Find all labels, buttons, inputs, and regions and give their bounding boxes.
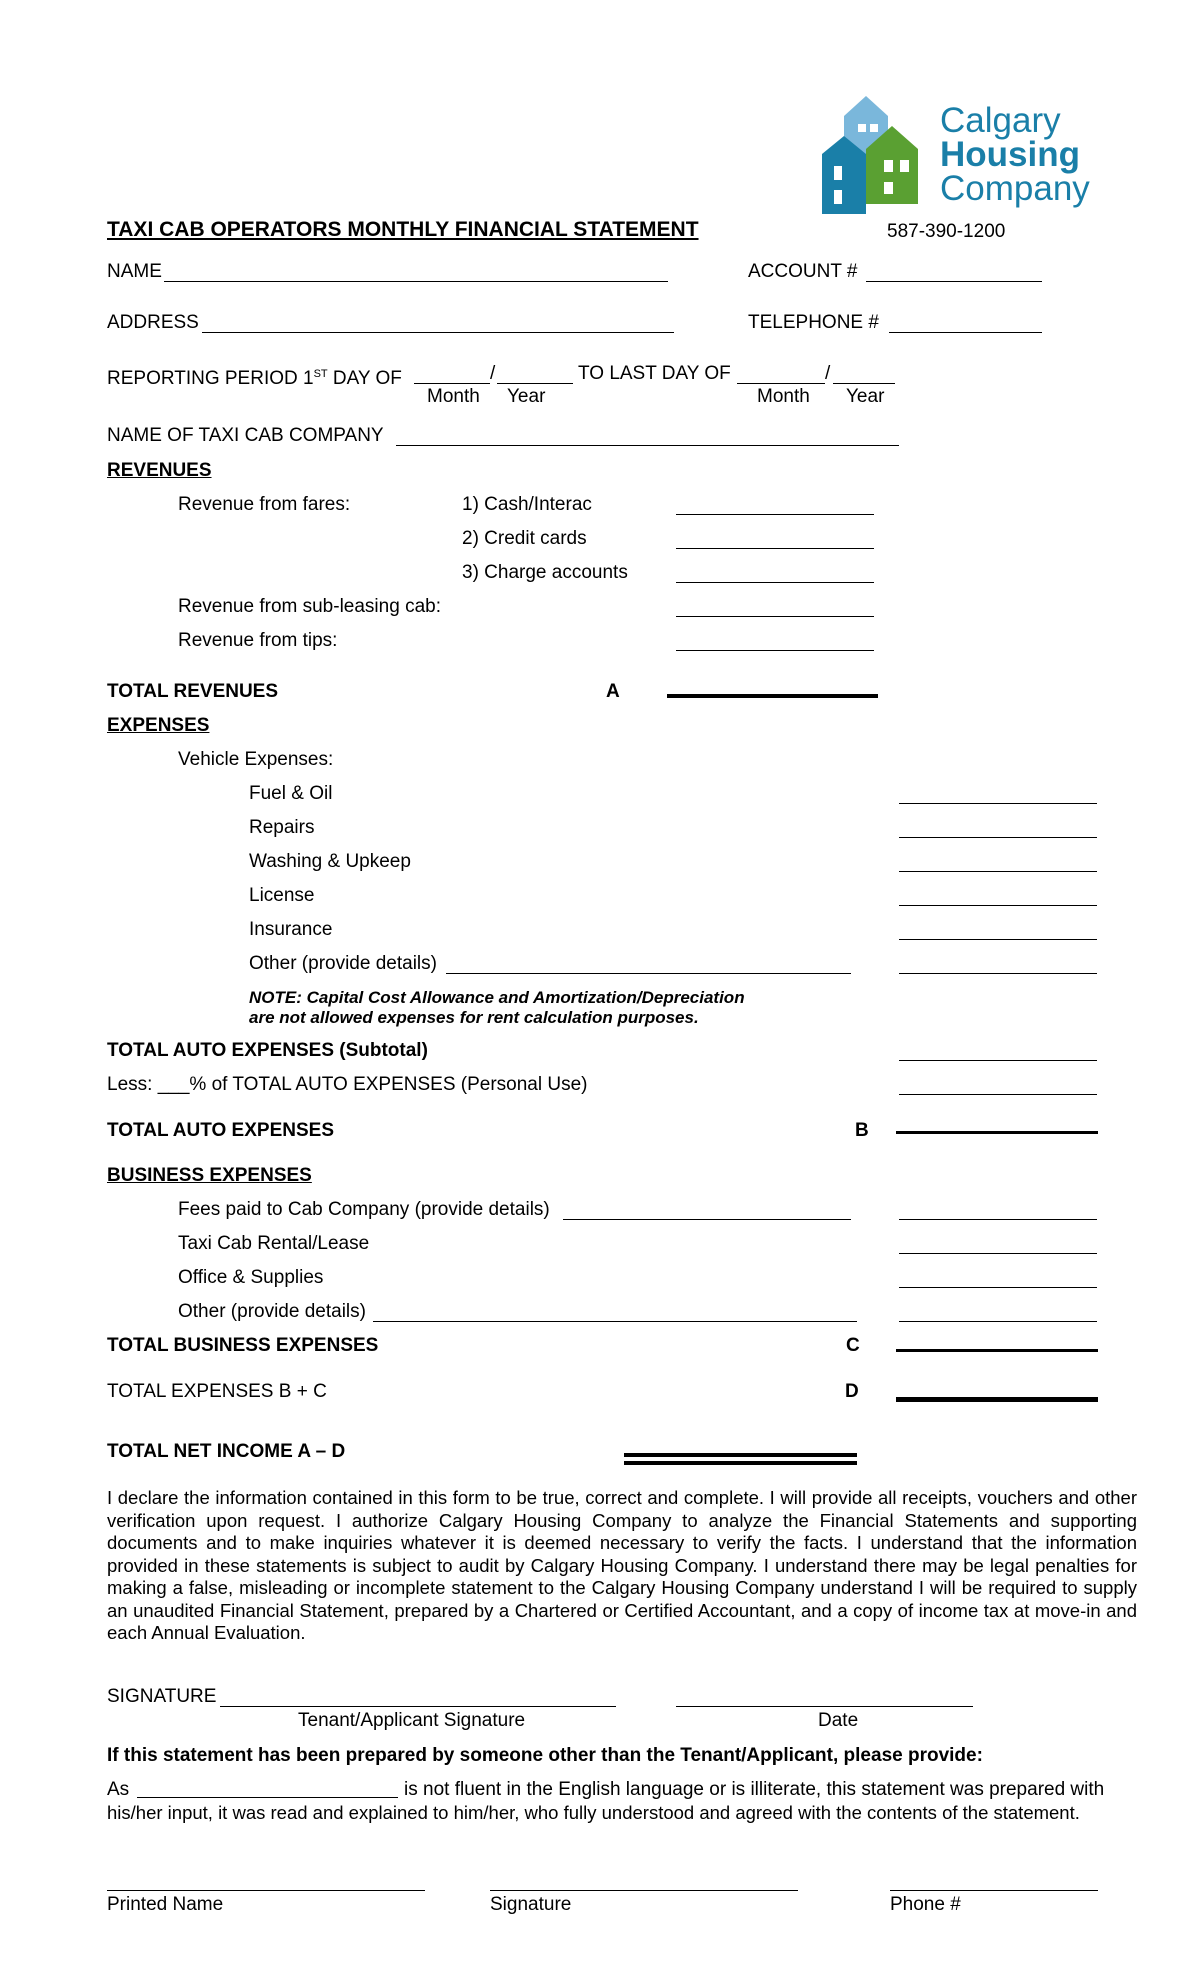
fees-details-line[interactable]	[563, 1219, 851, 1220]
washing-input-line[interactable]	[899, 871, 1097, 872]
total-revenues-letter: A	[606, 681, 620, 702]
start-year-line[interactable]	[497, 383, 573, 384]
address-input-line[interactable]	[202, 332, 674, 333]
address-label: ADDRESS	[107, 312, 199, 333]
prepared-text-rest: his/her input, it was read and explained to him/her, who fully understood and agreed with the contents of the statement.	[107, 1802, 1080, 1823]
preparer-phone-line[interactable]	[890, 1890, 1098, 1891]
net-income-line-top[interactable]	[624, 1453, 857, 1457]
total-revenues-label: TOTAL REVENUES	[107, 681, 279, 702]
vehicle-other-input-line[interactable]	[899, 973, 1097, 974]
end-year-caption: Year	[846, 386, 885, 407]
logo-text-housing: Housing	[940, 135, 1080, 174]
credit-input-line[interactable]	[676, 548, 874, 549]
printed-name-caption: Printed Name	[107, 1894, 224, 1915]
business-other-label: Other (provide details)	[178, 1301, 366, 1322]
revenue-tips-label: Revenue from tips:	[178, 630, 338, 651]
revenue-subleasing-label: Revenue from sub-leasing cab:	[178, 596, 441, 617]
cca-note-line2: are not allowed expenses for rent calculation purposes.	[249, 1008, 699, 1027]
net-income-label: TOTAL NET INCOME A – D	[107, 1441, 346, 1462]
expenses-heading: EXPENSES	[107, 715, 210, 736]
tenant-signature-line[interactable]	[220, 1706, 616, 1707]
signature-label: SIGNATURE	[107, 1686, 217, 1707]
insurance-label: Insurance	[249, 919, 333, 940]
office-supplies-input-line[interactable]	[899, 1287, 1097, 1288]
net-income-line-bottom	[624, 1461, 857, 1465]
prepared-by-heading: If this statement has been prepared by someone other than the Tenant/Applicant, please provide:	[107, 1745, 983, 1766]
auto-subtotal-input-line[interactable]	[899, 1060, 1097, 1061]
name-label: NAME	[107, 261, 162, 282]
telephone-label: TELEPHONE #	[748, 312, 879, 333]
office-supplies-label: Office & Supplies	[178, 1267, 324, 1288]
insurance-input-line[interactable]	[899, 939, 1097, 940]
fares-charge: 3) Charge accounts	[462, 562, 628, 583]
date-line[interactable]	[676, 1706, 973, 1707]
total-auto-letter: B	[855, 1120, 869, 1141]
start-month-caption: Month	[427, 386, 480, 407]
end-year-line[interactable]	[833, 383, 895, 384]
total-business-label: TOTAL BUSINESS EXPENSES	[107, 1335, 379, 1356]
business-expenses-heading: BUSINESS EXPENSES	[107, 1165, 312, 1186]
end-slash: /	[825, 363, 831, 384]
business-other-input-line[interactable]	[899, 1321, 1097, 1322]
total-auto-label: TOTAL AUTO EXPENSES	[107, 1120, 334, 1141]
revenues-heading: REVENUES	[107, 460, 212, 481]
fees-cab-company-label: Fees paid to Cab Company (provide details)	[178, 1199, 550, 1220]
company-phone: 587-390-1200	[887, 221, 1006, 242]
start-month-line[interactable]	[414, 383, 490, 384]
vehicle-other-details-line[interactable]	[446, 973, 851, 974]
rental-lease-input-line[interactable]	[899, 1253, 1097, 1254]
total-business-letter: C	[846, 1335, 860, 1356]
repairs-label: Repairs	[249, 817, 315, 838]
fuel-oil-label: Fuel & Oil	[249, 783, 333, 804]
preparer-signature-caption: Signature	[490, 1894, 572, 1915]
total-expenses-letter: D	[845, 1381, 859, 1402]
total-expenses-label: TOTAL EXPENSES B + C	[107, 1381, 327, 1402]
cash-input-line[interactable]	[676, 514, 874, 515]
calgary-housing-logo	[822, 94, 932, 216]
prepared-text-line1: is not fluent in the English language or is illiterate, this statement was prepared with	[404, 1779, 1105, 1800]
logo-text-company: Company	[940, 169, 1090, 208]
form-title: TAXI CAB OPERATORS MONTHLY FINANCIAL STATEMENT	[107, 218, 699, 241]
end-month-caption: Month	[757, 386, 810, 407]
license-label: License	[249, 885, 315, 906]
total-auto-line[interactable]	[896, 1131, 1098, 1134]
repairs-input-line[interactable]	[899, 837, 1097, 838]
as-name-line[interactable]	[137, 1797, 398, 1798]
date-caption: Date	[818, 1710, 859, 1731]
personal-use-label: Less: ___% of TOTAL AUTO EXPENSES (Personal Use)	[107, 1074, 588, 1095]
as-label: As	[107, 1779, 130, 1800]
preparer-signature-line[interactable]	[490, 1890, 798, 1891]
start-slash: /	[490, 363, 496, 384]
account-label: ACCOUNT #	[748, 261, 858, 282]
name-input-line[interactable]	[164, 281, 668, 282]
subleasing-input-line[interactable]	[676, 616, 874, 617]
start-year-caption: Year	[507, 386, 546, 407]
company-input-line[interactable]	[396, 445, 899, 446]
fares-credit: 2) Credit cards	[462, 528, 587, 549]
printed-name-line[interactable]	[107, 1890, 425, 1891]
vehicle-expenses-label: Vehicle Expenses:	[178, 749, 334, 770]
preparer-phone-caption: Phone #	[890, 1894, 961, 1915]
business-other-details-line[interactable]	[373, 1321, 857, 1322]
logo-text-calgary: Calgary	[940, 101, 1061, 140]
reporting-period-label: REPORTING PERIOD 1ST DAY OF	[107, 368, 402, 389]
fuel-oil-input-line[interactable]	[899, 803, 1097, 804]
total-business-line[interactable]	[896, 1349, 1098, 1352]
to-last-day-label: TO LAST DAY OF	[578, 363, 731, 384]
company-label: NAME OF TAXI CAB COMPANY	[107, 425, 384, 446]
total-expenses-line[interactable]	[896, 1397, 1098, 1402]
tips-input-line[interactable]	[676, 650, 874, 651]
revenue-fares-label: Revenue from fares:	[178, 494, 351, 515]
account-input-line[interactable]	[866, 281, 1042, 282]
vehicle-other-label: Other (provide details)	[249, 953, 437, 974]
rental-lease-label: Taxi Cab Rental/Lease	[178, 1233, 370, 1254]
declaration-paragraph: I declare the information contained in this form to be true, correct and complete. I will provide all receipts, vouchers and other verification upon request. I authorize Calgary Housing Company to analyze the Financial Statements and supporting documents and to make inquiries whatever it is deemed necessary to verify the facts. I understand that the information provided in these statements is subject to audit by Calgary Housing Company. I understand there may be legal penalties for making a false, misleading or incomplete statement to the Calgary Housing Company understand I will be required to supply an unaudited Financial Statement, prepared by a Chartered or Certified Accountant, and a copy of income tax at move-in and each Annual Evaluation.	[107, 1487, 1137, 1643]
tenant-signature-caption: Tenant/Applicant Signature	[298, 1710, 526, 1731]
fares-cash: 1) Cash/Interac	[462, 494, 592, 515]
washing-label: Washing & Upkeep	[249, 851, 411, 872]
cca-note-line1: NOTE: Capital Cost Allowance and Amortization/Depreciation	[249, 988, 745, 1007]
license-input-line[interactable]	[899, 905, 1097, 906]
charge-input-line[interactable]	[676, 582, 874, 583]
end-month-line[interactable]	[737, 383, 825, 384]
personal-use-input-line[interactable]	[899, 1094, 1097, 1095]
telephone-input-line[interactable]	[889, 332, 1042, 333]
auto-subtotal-label: TOTAL AUTO EXPENSES (Subtotal)	[107, 1040, 428, 1061]
fees-input-line[interactable]	[899, 1219, 1097, 1220]
total-revenues-line[interactable]	[667, 694, 878, 698]
